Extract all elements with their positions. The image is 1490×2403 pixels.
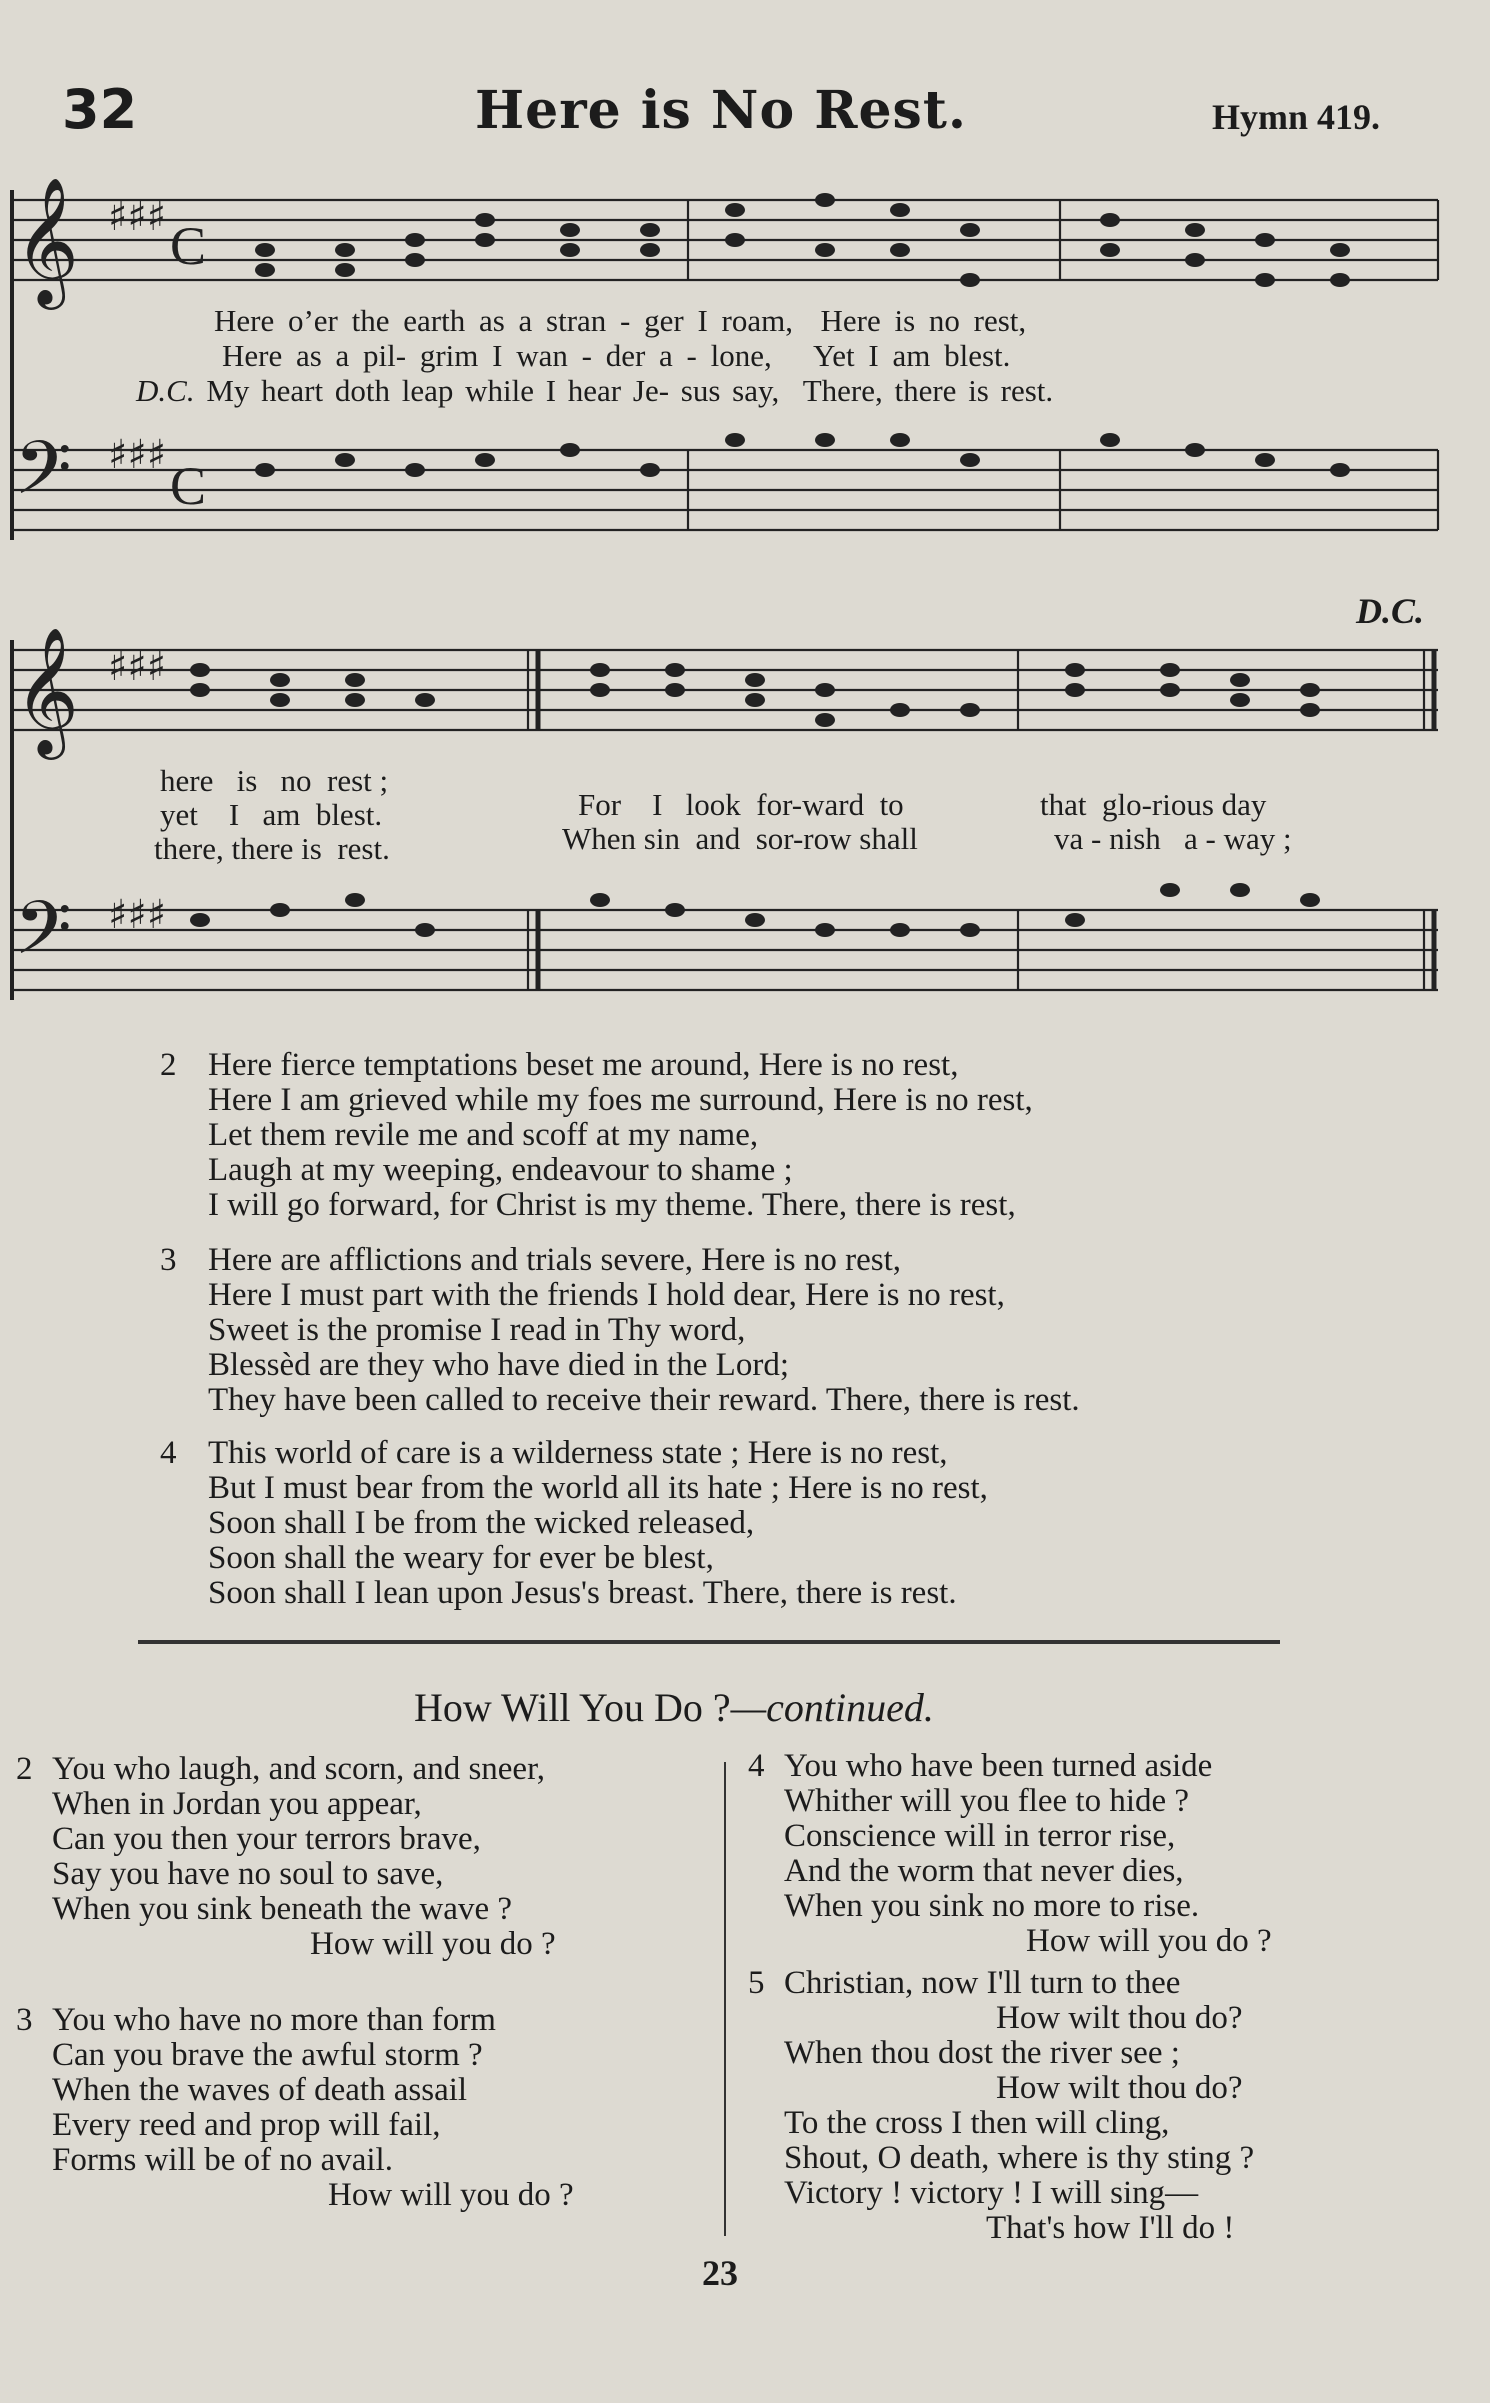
verse-3 xyxy=(160,1242,1080,1418)
verse-line: I will go forward, for Christ is my theme. There, there is rest, xyxy=(208,1187,1016,1223)
svg-text:𝄢: 𝄢 xyxy=(14,425,72,530)
verse-number: 3 xyxy=(160,1242,177,1278)
verse-line: Conscience will in terror rise, xyxy=(784,1818,1176,1854)
lyric-s2-mid-1: For I look for-ward to xyxy=(578,787,904,822)
verse-line: Blessèd are they who have died in the Lord; xyxy=(208,1347,789,1383)
continued-suffix: —continued. xyxy=(730,1685,934,1730)
verse-line: When you sink beneath the wave ? xyxy=(52,1891,513,1927)
verse-line: Soon shall I be from the wicked released, xyxy=(208,1505,755,1541)
verse-line: Whither will you flee to hide ? xyxy=(784,1783,1190,1819)
verse-line: Christian, now I'll turn to thee xyxy=(784,1965,1181,2001)
verse-refrain: How will you do ? xyxy=(1026,1923,1272,1959)
lyric-s2-right xyxy=(1040,788,1292,856)
svg-text:C: C xyxy=(170,216,207,276)
verse-line: And the worm that never dies, xyxy=(784,1853,1184,1889)
verse-line: Sweet is the promise I read in Thy word, xyxy=(208,1312,746,1348)
lyric-line-1 xyxy=(214,303,1026,339)
verse-line: Laugh at my weeping, endeavour to shame ; xyxy=(208,1152,793,1188)
verse-line: Can you brave the awful storm ? xyxy=(52,2037,483,2073)
verse-line: Here I must part with the friends I hold dear, Here is no rest, xyxy=(208,1277,1005,1313)
verse-line: Soon shall I lean upon Jesus's breast. There, there is rest. xyxy=(208,1575,957,1611)
lyric-words-2: Here as a pil- grim I wan - der a - lone, Yet I am blest. xyxy=(222,338,1011,373)
lyric-s2-right-1: that glo-rious day xyxy=(1040,787,1267,822)
lyric-s2-left xyxy=(154,763,390,866)
lyric-s2-mid-2: When sin and sor-row shall xyxy=(562,821,918,856)
verse-line: Here are afflictions and trials severe, Here is no rest, xyxy=(208,1242,902,1278)
verse-2 xyxy=(160,1047,1033,1223)
verse-line: Soon shall the weary for ever be blest, xyxy=(208,1540,714,1576)
verse-line: To the cross I then will cling, xyxy=(784,2105,1170,2141)
verse-line: Here I am grieved while my foes me surround, Here is no rest, xyxy=(208,1082,1033,1118)
verse-number: 4 xyxy=(748,1748,765,1784)
dc-mark: D.C. xyxy=(1356,591,1425,631)
verse-line: But I must bear from the world all its hate ; Here is no rest, xyxy=(208,1470,988,1506)
cont-verse-5 xyxy=(748,1965,1384,2246)
continued-title-text: How Will You Do ? xyxy=(414,1685,731,1730)
lyric-line-2 xyxy=(222,338,1010,374)
hymn-number: 32 xyxy=(62,78,138,141)
lyric-line-3 xyxy=(136,373,1053,409)
verse-number: 3 xyxy=(16,2002,33,2038)
lyric-s2-right-2: va - nish a - way ; xyxy=(1054,821,1292,856)
verse-line: You who have no more than form xyxy=(52,2002,496,2038)
column-divider xyxy=(724,1762,726,2236)
lyric-s2-left-3: there, there is rest. xyxy=(154,831,390,866)
verse-refrain: How will you do ? xyxy=(328,2177,574,2213)
verse-line: This world of care is a wilderness state ; Here is no rest, xyxy=(208,1435,948,1471)
section-divider xyxy=(138,1640,1280,1644)
verse-line: Let them revile me and scoff at my name, xyxy=(208,1117,759,1153)
lyric-words-1: Here o’er the earth as a stran - ger I roam, Here is no rest, xyxy=(214,303,1027,338)
svg-text:𝄞: 𝄞 xyxy=(14,626,80,754)
cont-verse-2 xyxy=(16,1751,692,1962)
svg-text:𝄞: 𝄞 xyxy=(14,176,80,304)
verse-line: When you sink no more to rise. xyxy=(784,1888,1200,1924)
svg-text:C: C xyxy=(170,456,207,516)
verse-line: Forms will be of no avail. xyxy=(52,2142,393,2178)
svg-text:𝄢: 𝄢 xyxy=(14,885,72,990)
svg-text:♯♯♯: ♯♯♯ xyxy=(108,194,167,240)
lyric-s2-left-1: here is no rest ; xyxy=(160,763,389,798)
verse-line: Can you then your terrors brave, xyxy=(52,1821,481,1857)
verse-refrain: That's how I'll do ! xyxy=(986,2210,1235,2246)
cont-verse-3 xyxy=(16,2002,692,2213)
verse-line: When thou dost the river see ; xyxy=(784,2035,1180,2071)
verse-refrain: How wilt thou do? xyxy=(996,2070,1243,2106)
verse-line: Here fierce temptations beset me around, Here is no rest, xyxy=(208,1047,959,1083)
verse-line: You who laugh, and scorn, and sneer, xyxy=(52,1751,546,1787)
verse-number: 2 xyxy=(160,1047,177,1083)
verse-line: When the waves of death assail xyxy=(52,2072,468,2108)
verse-4 xyxy=(160,1435,988,1611)
lyric-words-3: D.C. My heart doth leap while I hear Je- sus say, There, there is rest. xyxy=(136,373,1054,408)
svg-text:♯♯♯: ♯♯♯ xyxy=(108,644,167,690)
svg-text:♯♯♯: ♯♯♯ xyxy=(108,892,167,938)
verse-line: Every reed and prop will fail, xyxy=(52,2107,441,2143)
verse-line: When in Jordan you appear, xyxy=(52,1786,422,1822)
cont-verse-4 xyxy=(748,1748,1404,1959)
verse-line: They have been called to receive their reward. There, there is rest. xyxy=(208,1382,1080,1418)
verse-line: Shout, O death, where is thy sting ? xyxy=(784,2140,1255,2176)
verse-number: 5 xyxy=(748,1965,765,2001)
page-number: 23 xyxy=(702,2253,738,2293)
hymn-reference: Hymn 419. xyxy=(1212,97,1381,137)
verse-line: Say you have no soul to save, xyxy=(52,1856,444,1892)
hymn-title: Here is No Rest. xyxy=(475,80,967,141)
lyric-s2-left-2: yet I am blest. xyxy=(160,797,383,832)
verse-refrain: How wilt thou do? xyxy=(996,2000,1243,2036)
lyric-s2-mid xyxy=(562,788,918,856)
verse-refrain: How will you do ? xyxy=(310,1926,556,1962)
verse-line: You who have been turned aside xyxy=(784,1748,1213,1784)
continued-title xyxy=(414,1684,934,1731)
verse-number: 2 xyxy=(16,1751,33,1787)
verse-line: Victory ! victory ! I will sing— xyxy=(784,2175,1199,2211)
verse-number: 4 xyxy=(160,1435,177,1471)
svg-text:♯♯♯: ♯♯♯ xyxy=(108,432,167,478)
